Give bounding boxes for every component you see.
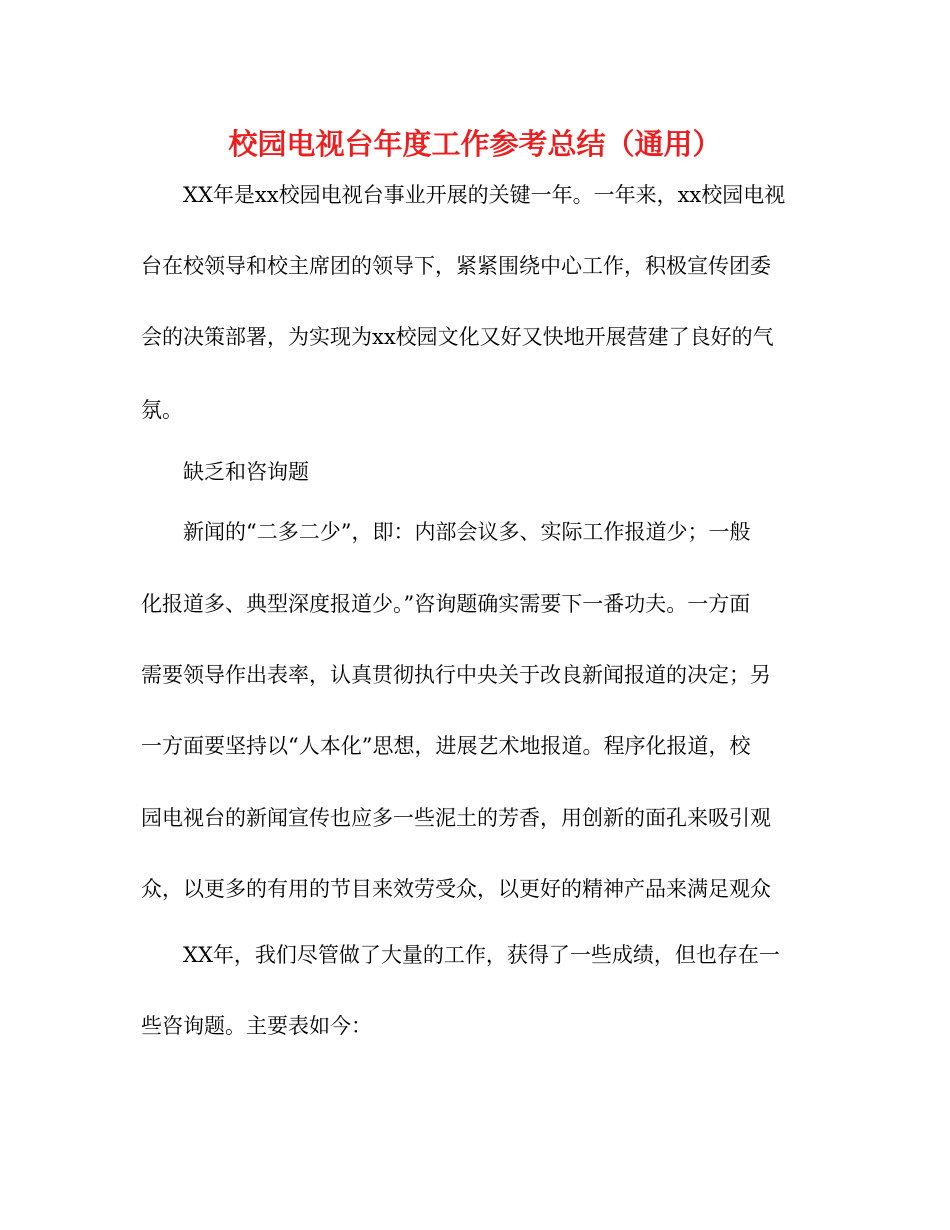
- paragraph-line: 众，以更多的有用的节目来效劳受众，以更好的精神产品来满足观众: [141, 877, 771, 901]
- section-heading: 缺乏和咨询题: [183, 460, 309, 484]
- paragraph-line: XX年，我们尽管做了大量的工作，获得了一些成绩，但也存在一: [183, 943, 780, 967]
- paragraph-line: 会的决策部署，为实现为xx校园文化又好又快地开展营建了良好的气: [141, 325, 774, 349]
- document-title: 校园电视台年度工作参考总结（通用）: [228, 127, 722, 161]
- paragraph-line: 新闻的“二多二少”，即：内部会议多、实际工作报道少；一般: [183, 520, 751, 544]
- paragraph-line: 园电视台的新闻宣传也应多一些泥土的芳香，用创新的面孔来吸引观: [141, 806, 771, 830]
- paragraph-line: 化报道多、典型深度报道少。”咨询题确实需要下一番功夫。一方面: [141, 592, 751, 616]
- paragraph-line: 台在校领导和校主席团的领导下，紧紧围绕中心工作，积极宣传团委: [141, 254, 771, 278]
- paragraph-line: 需要领导作出表率，认真贯彻执行中央关于改良新闻报道的决定；另: [141, 663, 771, 687]
- paragraph-line: 一方面要坚持以“人本化”思想，进展艺术地报道。程序化报道，校: [141, 734, 751, 758]
- paragraph-line: 氛。: [141, 398, 183, 422]
- paragraph-line: 些咨询题。主要表如今：: [141, 1014, 372, 1038]
- paragraph-line: XX年是xx校园电视台事业开展的关键一年。一年来，xx校园电视: [183, 183, 786, 207]
